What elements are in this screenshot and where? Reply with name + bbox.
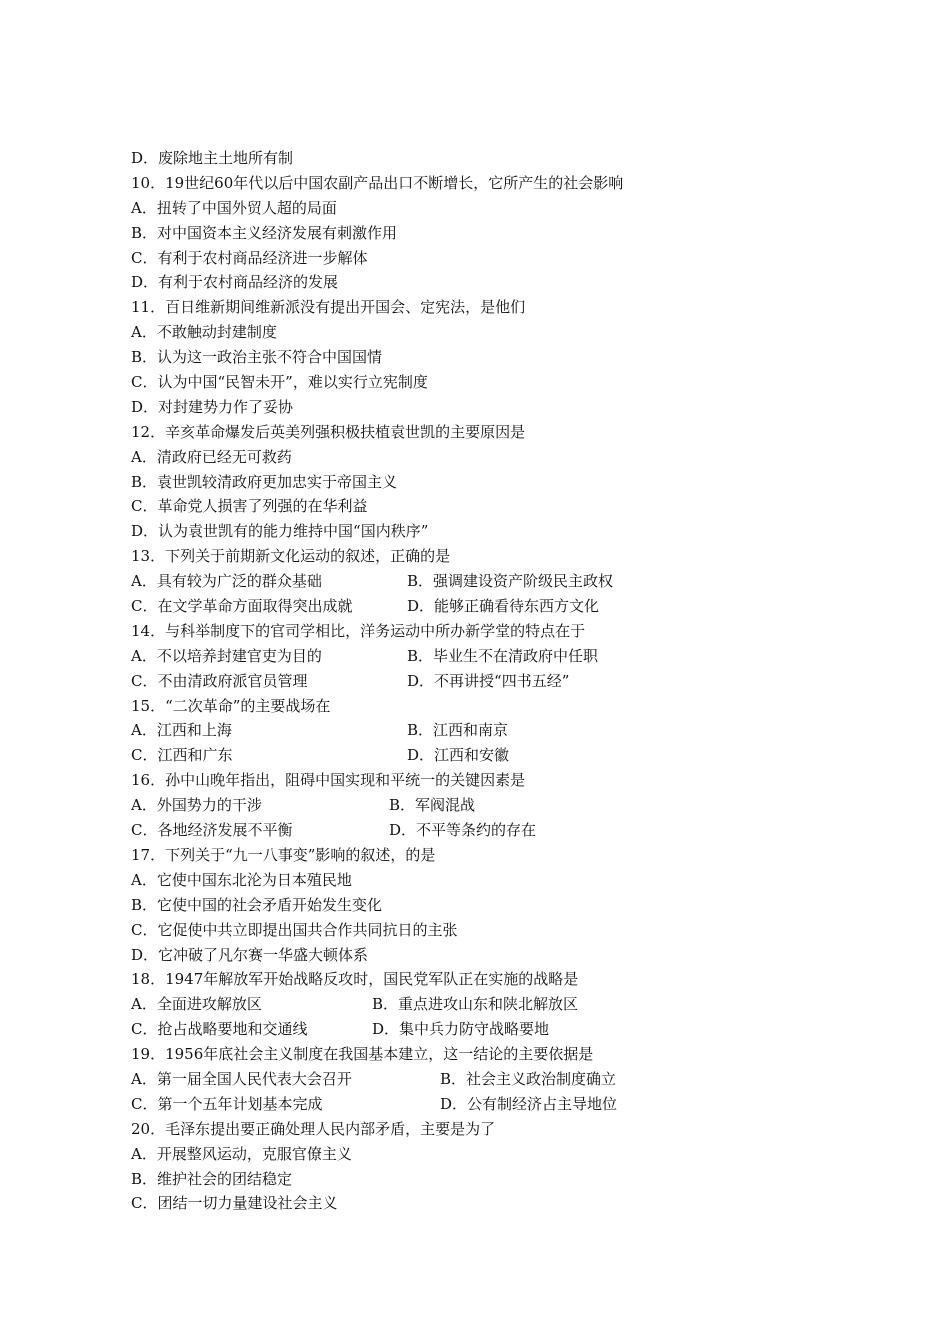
option-text: A．它使中国东北沦为日本殖民地 xyxy=(131,870,352,889)
option-text: C．它促使中共立即提出国共合作共同抗日的主张 xyxy=(131,920,458,939)
option-text: C．江西和广东 xyxy=(131,746,233,765)
option-line xyxy=(131,146,831,171)
option-line xyxy=(131,569,831,594)
option-text: A．开展整风运动，克服官僚主义 xyxy=(131,1144,352,1163)
option-line xyxy=(131,246,831,271)
option-line xyxy=(131,519,831,544)
option-text: B．它使中国的社会矛盾开始发生变化 xyxy=(131,895,383,914)
option-line xyxy=(131,494,831,519)
option-line xyxy=(131,594,831,619)
option-text: A．不以培养封建官吏为目的 xyxy=(131,646,322,665)
option-text: A．清政府已经无可救药 xyxy=(131,447,292,466)
question-line xyxy=(131,171,831,196)
option-text: A．江西和上海 xyxy=(131,721,232,740)
option-line xyxy=(131,470,831,495)
option-line xyxy=(131,395,831,420)
option-line xyxy=(131,644,831,669)
option-line xyxy=(131,992,831,1017)
question-text: 18．1947年解放军开始战略反攻时，国民党军队正在实施的战略是 xyxy=(131,970,579,989)
question-line xyxy=(131,843,831,868)
exam-page xyxy=(131,146,831,1216)
option-line xyxy=(131,743,831,768)
option-text: D．它冲破了凡尔赛一华盛大顿体系 xyxy=(131,945,369,964)
question-text: 13．下列关于前期新文化运动的叙述，正确的是 xyxy=(131,547,451,566)
option-line xyxy=(131,196,831,221)
option-text: D．能够正确看待东西方文化 xyxy=(407,597,600,616)
option-text: D．集中兵力防守战略要地 xyxy=(372,1020,550,1039)
question-line xyxy=(131,967,831,992)
option-text: D．认为袁世凯有的能力维持中国“国内秩序” xyxy=(131,522,429,541)
option-text: C．各地经济发展不平衡 xyxy=(131,821,293,840)
option-line xyxy=(131,345,831,370)
option-text: C．抢占战略要地和交通线 xyxy=(131,1020,308,1039)
option-text: B．军阀混战 xyxy=(389,796,476,815)
option-text: D．废除地主土地所有制 xyxy=(131,149,294,167)
option-text: D．不再讲授“四书五经” xyxy=(407,671,570,690)
option-line xyxy=(131,793,831,818)
option-line xyxy=(131,1191,831,1216)
option-text: D．公有制经济占主导地位 xyxy=(440,1094,618,1113)
question-text: 15．“二次革命”的主要战场在 xyxy=(131,696,331,715)
option-text: D．江西和安徽 xyxy=(407,746,510,765)
option-text: C．认为中国“民智未开”，难以实行立宪制度 xyxy=(131,373,428,392)
question-line xyxy=(131,420,831,445)
option-text: C．革命党人损害了列强的在华利益 xyxy=(131,497,368,516)
option-text: B．认为这一政治主张不符合中国国情 xyxy=(131,348,383,367)
question-line xyxy=(131,1117,831,1142)
question-text: 20．毛泽东提出要正确处理人民内部矛盾，主要是为了 xyxy=(131,1119,496,1138)
option-text: A．全面进攻解放区 xyxy=(131,995,262,1014)
question-text: 10．19世纪60年代以后中国农副产品出口不断增长，它所产生的社会影响 xyxy=(131,173,624,192)
option-line xyxy=(131,370,831,395)
option-text: B．强调建设资产阶级民主政权 xyxy=(407,572,614,591)
option-line xyxy=(131,718,831,743)
question-line xyxy=(131,1042,831,1067)
option-line xyxy=(131,320,831,345)
question-line xyxy=(131,295,831,320)
option-line xyxy=(131,918,831,943)
option-text: D．对封建势力作了妥协 xyxy=(131,397,294,416)
question-line xyxy=(131,544,831,569)
question-text: 14．与科举制度下的官司学相比，洋务运动中所办新学堂的特点在于 xyxy=(131,621,586,640)
option-text: C．团结一切力量建设社会主义 xyxy=(131,1194,338,1213)
option-text: B．毕业生不在清政府中任职 xyxy=(407,646,599,665)
option-line xyxy=(131,221,831,246)
option-line xyxy=(131,893,831,918)
option-text: A．具有较为广泛的群众基础 xyxy=(131,572,322,591)
question-text: 19．1956年底社会主义制度在我国基本建立，这一结论的主要依据是 xyxy=(131,1045,594,1064)
option-text: A．第一届全国人民代表大会召开 xyxy=(131,1069,352,1088)
option-line xyxy=(131,445,831,470)
option-line xyxy=(131,943,831,968)
option-line xyxy=(131,1142,831,1167)
question-line xyxy=(131,694,831,719)
question-line xyxy=(131,768,831,793)
option-line xyxy=(131,1092,831,1117)
option-text: C．有利于农村商品经济进一步解体 xyxy=(131,248,368,267)
option-line xyxy=(131,868,831,893)
option-text: C．第一个五年计划基本完成 xyxy=(131,1094,323,1113)
option-line xyxy=(131,1167,831,1192)
option-text: B．维护社会的团结稳定 xyxy=(131,1169,293,1188)
question-text: 16．孙中山晚年指出，阻碍中国实现和平统一的关键因素是 xyxy=(131,771,526,790)
option-text: B．对中国资本主义经济发展有刺激作用 xyxy=(131,223,398,242)
question-text: 17．下列关于“九一八事变”影响的叙述，的是 xyxy=(131,845,436,864)
option-text: B．重点进攻山东和陕北解放区 xyxy=(372,995,579,1014)
option-text: D．不平等条约的存在 xyxy=(389,821,537,840)
option-text: A．不敢触动封建制度 xyxy=(131,323,277,342)
option-text: A．扭转了中国外贸人超的局面 xyxy=(131,198,337,217)
option-text: C．在文学革命方面取得突出成就 xyxy=(131,597,353,616)
option-text: B．袁世凯较清政府更加忠实于帝国主义 xyxy=(131,472,398,491)
option-line xyxy=(131,669,831,694)
option-text: C．不由清政府派官员管理 xyxy=(131,671,308,690)
option-text: B．社会主义政治制度确立 xyxy=(440,1069,617,1088)
option-text: A．外国势力的干涉 xyxy=(131,796,262,815)
question-text: 11．百日维新期间维新派没有提出开国会、定宪法，是他们 xyxy=(131,298,526,317)
option-text: B．江西和南京 xyxy=(407,721,509,740)
option-line xyxy=(131,1017,831,1042)
question-line xyxy=(131,619,831,644)
option-line xyxy=(131,270,831,295)
option-line xyxy=(131,818,831,843)
option-text: D．有利于农村商品经济的发展 xyxy=(131,273,339,292)
question-text: 12．辛亥革命爆发后英美列强积极扶植袁世凯的主要原因是 xyxy=(131,422,526,441)
option-line xyxy=(131,1067,831,1092)
